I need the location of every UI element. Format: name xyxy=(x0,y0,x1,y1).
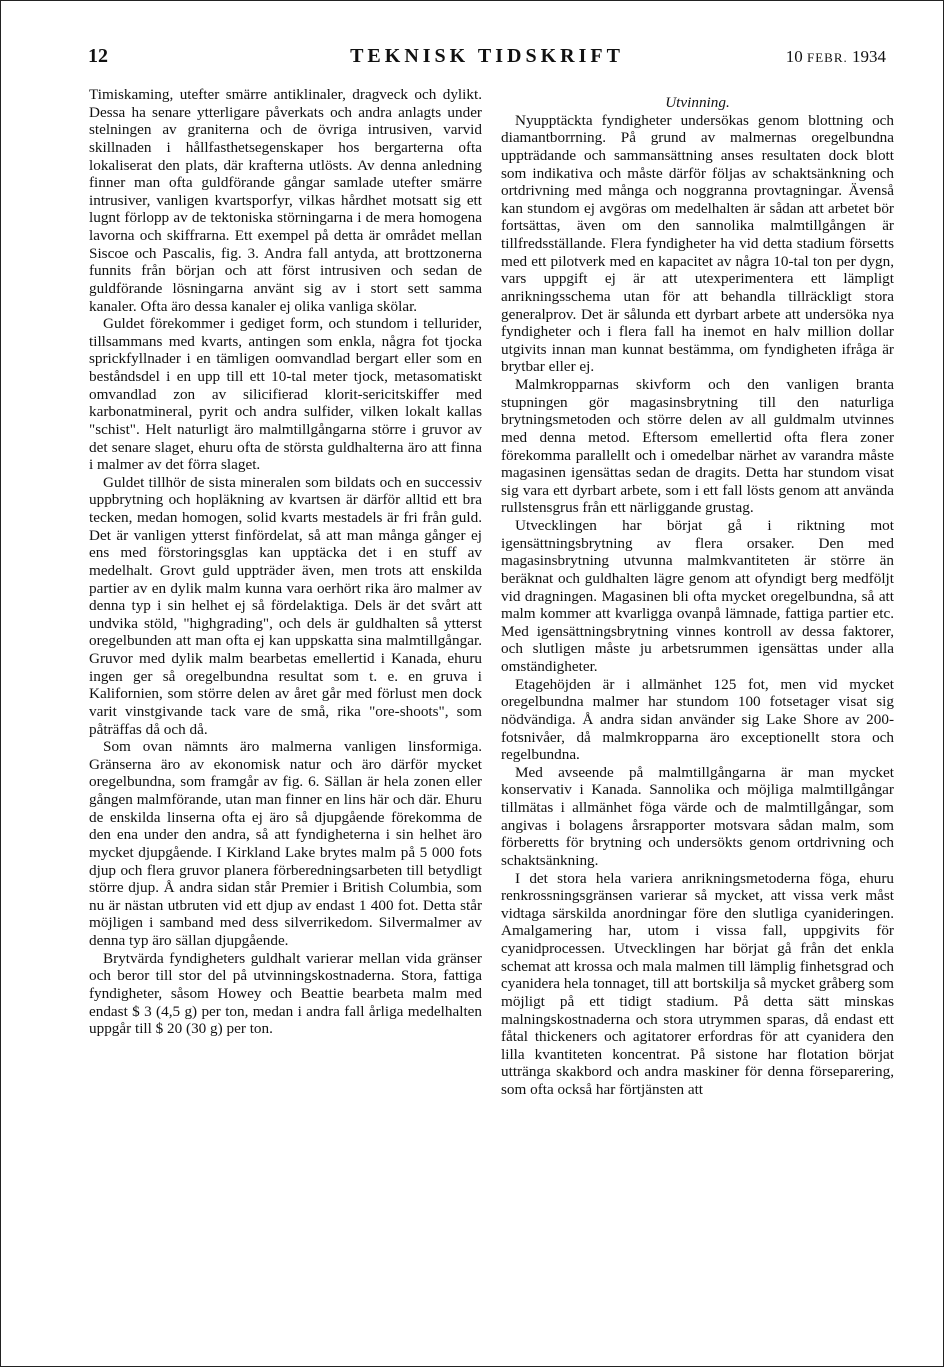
right-column xyxy=(501,86,894,1099)
running-header xyxy=(88,45,886,73)
paragraph: Malmkropparnas skivform och den vanligen branta stupningen gör magasinsbrytning till den naturliga brytningsmetoden och större delen av all guldmalm utvinnes med denna metod. Eftersom emellertid ofta flera zoner förekomma parallellt och i omedelbar närhet av varandra måste magasinen igensättas sedan de dragits. Detta har stundom visat sig vara ett dyrbart arbete, som i ett fall lösts genom att använda rullstensgrus från ett närliggande grustag. xyxy=(501,376,894,517)
paragraph: I det stora hela variera anrikningsmetoderna föga, ehuru renkrossningsgränsen varierar så mycket, att vissa verk måst vidtaga särskilda anordningar före den slutliga cyanideringen. Amalgamering har, utom i vissa fall, uppgivits för cyanidprocessen. Utvecklingen har börjat gå från det enkla schemat att krossa och mala malmen till lämplig finhetsgrad och cyanidera hela tonnaget, till att bortskilja så mycket gråberg som möjligt på ett tidigt stadium. På detta sätt minskas malningskostnaderna och stora utrymmen sparas, då endast ett fåtal thickeners och agitatorer erfordras för att cyanidera den lilla kvantiteten koncentrat. På sistone har flotation börjat uttränga skakbord och andra maskiner för denna förseparering, som ofta också har förtjänsten att xyxy=(501,869,894,1098)
paragraph: Guldet tillhör de sista mineralen som bildats och en successiv uppbrytning och hopläkning av kvartsen är därför alltid ett bra tecken, medan homogen, solid kvarts mestadels är fri från guld. Det är vanligen ytterst finfördelat, så att man många gånger ej ens med förstoringsglas kan upptäcka det i en stuff av medelhalt. Grovt guld uppträder även, men trots att enskilda partier av en dylik malm kunna vara oerhört rika äro malmer av denna typ i sin helhet ej så fördelaktiga. Dels är det svårt att undvika stöld, "highgrading", och dels är guldhalten så ytterst oregelbunden att man ofta ej kan uppskatta sina malmtillgångar. Gruvor med dylik malm bearbetas emellertid i Kanada, ehuru ingen ger så oregelbundna resultat som t. e. en gruva i Kalifornien, som större delen av året går med förlust men dock varit vinstgivande tack vare de små, rika "ore-shoots", som påträffas då och då. xyxy=(89,473,482,738)
paragraph: Med avseende på malmtillgångarna är man mycket konservativ i Kanada. Sannolika och möjliga malmtillgångar tillmätas i allmänhet föga värde och de malmtillgångar, som angivas i bolagens årsrapporter motsvara sådan malm, som förberetts för brytning och undersökts genom ortdrivning och schaktsänkning. xyxy=(501,763,894,869)
section-heading: Utvinning. xyxy=(665,94,730,111)
page-number: 12 xyxy=(88,45,108,67)
issue-date-day: 10 xyxy=(785,47,803,66)
heading-spacer xyxy=(501,86,894,94)
issue-date xyxy=(786,47,886,67)
paragraph: Guldet förekommer i gediget form, och stundom i tellurider, tillsammans med kvarts, antingen som enkla, några fot tjocka sprickfyllnader i en tämligen oomvandlad bergart eller som en beståndsdel i en upp till ett 10-tal meter tjock, metasomatiskt omvandlad zon av silicifierad klorit-sericitskiffer med karbonatmineral, pyrit och andra sulfider, vilken lokalt kallas "schist". Helt naturligt äro malmtillgångarna större i gruvor av det senare slaget, ehuru ofta de största guldhalterna äro att finna i malmer av det förra slaget. xyxy=(89,315,482,474)
journal-title: TEKNISK TIDSKRIFT xyxy=(350,45,624,67)
paragraph: Utvecklingen har börjat gå i riktning mot igensättningsbrytning av flera orsaker. Den med magasinsbrytning utvunna malmkvantiteten är större än beräknat och guldhalten lägre genom att ofyndigt berg medföljt vid dragningen. Magasinen bli ofta mycket oregelbundna, så att malm kommer att kvarligga ovanpå lämnade, fattiga partier etc. Med igensättningsbrytning vinnes kontroll av dessa faktorer, och slutligen måste ju arbetsrummen igensättas under alla omständigheter. xyxy=(501,517,894,675)
issue-date-month: FEBR. xyxy=(806,50,848,65)
issue-date-year: 1934 xyxy=(852,47,886,66)
paragraph: Timiskaming, utefter smärre antiklinaler, dragveck och dylikt. Dessa ha senare ytterligare påverkats och andra anlagts under stelningen av graniterna och de övriga intrusiven, varvid skillnaden i hållfasthetsegenskaper hos bergarterna ofta lokaliserat den plats, där krafterna utlösts. Av denna anledning finner man ofta guldförande gångar samlade utefter smärre intrusiver, vanligen kvartsporfyr, vilkas hårdhet motsatt sig ett lugnt förlopp av de tektoniska störningarna i de mera homogena lavorna och skiffrarna. Ett exempel på detta är området mellan Siscoe och Pascalis, fig. 3. Andra fall antyda, att brottzonerna funnits från början och att först intrusiven och sedan de guldförande lösningarna använt sig av i stort sett samma kanaler. Ofta äro dessa kanaler ej olika vanliga skölar. xyxy=(89,86,482,315)
left-column xyxy=(89,86,482,1038)
paragraph: Etagehöjden är i allmänhet 125 fot, men vid mycket oregelbundna malmer har stundom 100 fotsetager visat sig nödvändiga. Å andra sidan använder sig Lake Shore av 200-fotsnivåer, då malmkropparna äro exceptionellt stora och regelbundna. xyxy=(501,675,894,764)
paragraph: Som ovan nämnts äro malmerna vanligen linsformiga. Gränserna äro av ekonomisk natur och äro därför mycket oregelbundna, som framgår av fig. 6. Sällan är hela zonen eller gången malmförande, utan man finner en lins här och där. Ehuru de enskilda linserna ofta ej äro så djupgående förekomma de den ena under den andra, så att fyndigheterna i sin helhet äro mycket djupgående. I Kirkland Lake brytes malm på 5 000 fots djup och flera gruvor planera förberedningsarbeten till betydligt större djup. Å andra sidan står Premier i British Columbia, som nu är nästan utbruten vid ett djup av endast 1 400 fot. Detta står möjligen i samband med dess silverrikedom. Silvermalmer av denna typ äro sällan djupgående. xyxy=(89,738,482,949)
paragraph: Brytvärda fyndigheters guldhalt varierar mellan vida gränser och beror till stor del på utvinningskostnaderna. Stora, fattiga fyndigheter, såsom Howey och Beattie bearbeta malm med endast $ 3 (4,5 g) per ton, medan i andra fall årliga medelhalten uppgår till $ 20 (30 g) per ton. xyxy=(89,949,482,1038)
paragraph: Nyupptäckta fyndigheter undersökas genom blottning och diamantborrning. På grund av malmernas oregelbundna uppträdande och sammansättning anses resultaten dock blott som indikativa och måste därför följas av schaktsänkning och ortdrivning med många och noggranna provtagningar. Ävenså kan stundom ej avgöras om medelhalten är sådan att arbetet bör fortsättas, även om den sannolika malmtillgången är tillfredsställande. Flera fyndigheter ha vid detta stadium försetts med ett pilotverk med en kapacitet av några 10-tal ton per dygn, vars uppgift ej är att utexperimentera ett lämpligt anrikningsschema utan för att behandla tillräckligt stora generalprov. Det är sålunda ett dyrbart arbete att undersöka nya fyndigheter och i flera fall ha inemot en halv million dollar utgivits innan man kunnat bestämma, om fyndigheten ifråga är brytbar eller ej. xyxy=(501,111,894,376)
